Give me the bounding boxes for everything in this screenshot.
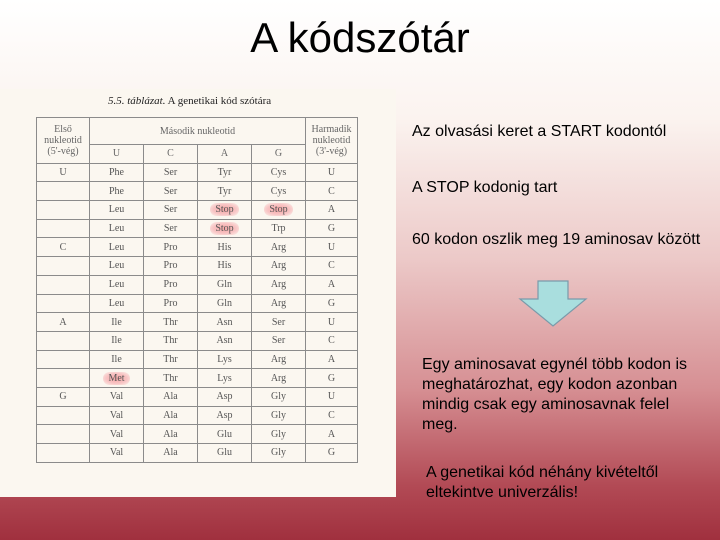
third-nucleotide-cell: G (306, 369, 358, 388)
amino-acid-label: Lys (217, 353, 232, 365)
stop-codon-text: A STOP kodonig tart (412, 179, 558, 196)
amino-acid-cell (90, 369, 144, 388)
amino-acid-label: Tyr (217, 185, 232, 197)
amino-acid-cell (144, 313, 198, 332)
first-nucleotide-cell (37, 219, 90, 238)
amino-acid-label: Glu (217, 428, 232, 440)
down-arrow-icon (518, 280, 588, 328)
amino-acid-cell (90, 201, 144, 220)
amino-acid-label: Stop (264, 203, 292, 216)
amino-acid-label: Phe (109, 167, 124, 179)
amino-acid-label: Arg (270, 241, 287, 253)
amino-acid-label: Ser (163, 185, 178, 197)
amino-acid-label: Ile (111, 335, 122, 347)
table-row (37, 182, 358, 201)
amino-acid-label: Thr (163, 372, 178, 384)
amino-acid-label: Leu (108, 297, 125, 309)
amino-acid-cell (144, 257, 198, 276)
amino-acid-cell (252, 219, 306, 238)
first-nucleotide-cell (37, 406, 90, 425)
table-header-row (37, 118, 358, 145)
table-row (37, 406, 358, 425)
amino-acid-cell (198, 350, 252, 369)
amino-acid-cell (144, 219, 198, 238)
degeneracy-text: Egy aminosavat egynél több kodon is meghatározhat, egy kodon azonban mindig csak egy aminosavnak felel meg. (422, 356, 688, 433)
amino-acid-label: Stop (210, 222, 238, 235)
table-row (37, 257, 358, 276)
third-nucleotide-cell: U (306, 238, 358, 257)
amino-acid-label: Val (109, 409, 124, 421)
amino-acid-label: Arg (270, 279, 287, 291)
start-codon-text: Az olvasási keret a START kodontól (412, 123, 667, 140)
amino-acid-label: Gly (271, 428, 286, 440)
genetic-code-table-image (0, 89, 396, 497)
amino-acid-cell (198, 201, 252, 220)
amino-acid-label: Ala (163, 447, 178, 459)
amino-acid-label: Met (103, 372, 129, 385)
third-nucleotide-cell: G (306, 294, 358, 313)
third-nucleotide-cell: A (306, 425, 358, 444)
amino-acid-cell (144, 425, 198, 444)
amino-acid-label: Ala (163, 409, 178, 421)
amino-acid-label: Ser (163, 204, 178, 216)
amino-acid-cell (90, 275, 144, 294)
table-row (37, 163, 358, 182)
table-row (37, 425, 358, 444)
caption-number: 5.5. táblázat. (108, 95, 166, 107)
third-nucleotide-cell: U (306, 163, 358, 182)
amino-acid-cell (90, 238, 144, 257)
amino-acid-cell (90, 444, 144, 463)
amino-acid-cell (144, 350, 198, 369)
first-nucleotide-cell (37, 201, 90, 220)
amino-acid-label: Phe (109, 185, 124, 197)
first-nucleotide-cell (37, 294, 90, 313)
first-nucleotide-cell (37, 425, 90, 444)
table-row (37, 201, 358, 220)
amino-acid-cell (90, 182, 144, 201)
universality-text (426, 463, 716, 503)
amino-acid-cell (198, 425, 252, 444)
amino-acid-cell (144, 182, 198, 201)
amino-acid-label: Ser (163, 167, 178, 179)
amino-acid-cell (90, 313, 144, 332)
amino-acid-cell (144, 387, 198, 406)
amino-acid-label: Asp (216, 391, 233, 403)
amino-acid-label: Gly (271, 409, 286, 421)
first-nucleotide-cell (37, 444, 90, 463)
amino-acid-cell (198, 182, 252, 201)
amino-acid-cell (90, 294, 144, 313)
amino-acid-label: His (217, 260, 232, 272)
table-row (37, 294, 358, 313)
table-row (37, 313, 358, 332)
amino-acid-label: Pro (163, 297, 178, 309)
amino-acid-label: Thr (163, 335, 178, 347)
caption-text: A genetikai kód szótára (167, 95, 272, 107)
amino-acid-label: Asp (216, 409, 233, 421)
amino-acid-cell (252, 331, 306, 350)
amino-acid-cell (144, 201, 198, 220)
amino-acid-label: Cys (270, 185, 287, 197)
amino-acid-cell (90, 163, 144, 182)
amino-acid-cell (252, 369, 306, 388)
amino-acid-label: Ser (271, 335, 286, 347)
amino-acid-cell (198, 257, 252, 276)
first-nucleotide-cell (37, 275, 90, 294)
amino-acid-cell (144, 331, 198, 350)
third-nucleotide-cell: U (306, 313, 358, 332)
amino-acid-label: Ala (163, 391, 178, 403)
base-label: U (90, 145, 144, 164)
third-nucleotide-cell: C (306, 257, 358, 276)
third-nucleotide-cell: A (306, 201, 358, 220)
amino-acid-cell (252, 350, 306, 369)
table-row (37, 238, 358, 257)
universality-text-line1: A genetikai kód néhány kivételtől (426, 464, 659, 481)
table-caption (108, 95, 271, 107)
amino-acid-label: Trp (271, 223, 286, 235)
table-row (37, 219, 358, 238)
amino-acid-label: Ser (163, 223, 178, 235)
amino-acid-cell (144, 275, 198, 294)
amino-acid-cell (144, 163, 198, 182)
table-row (37, 275, 358, 294)
amino-acid-label: Ile (111, 316, 122, 328)
first-nucleotide-cell: U (37, 163, 90, 182)
amino-acid-label: Arg (270, 260, 287, 272)
first-nucleotide-cell (37, 331, 90, 350)
amino-acid-label: Gln (217, 297, 232, 309)
amino-acid-cell (252, 425, 306, 444)
amino-acid-cell (90, 257, 144, 276)
amino-acid-cell (252, 406, 306, 425)
amino-acid-cell (144, 406, 198, 425)
amino-acid-label: Leu (108, 279, 125, 291)
amino-acid-label: Thr (163, 353, 178, 365)
amino-acid-label: Gln (217, 279, 232, 291)
amino-acid-cell (90, 350, 144, 369)
amino-acid-cell (198, 406, 252, 425)
amino-acid-cell (90, 387, 144, 406)
amino-acid-label: Arg (270, 353, 287, 365)
amino-acid-cell (252, 201, 306, 220)
amino-acid-label: Pro (163, 241, 178, 253)
first-nucleotide-cell: A (37, 313, 90, 332)
amino-acid-cell (198, 313, 252, 332)
first-nucleotide-cell (37, 369, 90, 388)
amino-acid-cell (252, 387, 306, 406)
table-row (37, 350, 358, 369)
amino-acid-cell (198, 331, 252, 350)
third-nucleotide-cell: C (306, 331, 358, 350)
amino-acid-cell (144, 294, 198, 313)
amino-acid-cell (198, 238, 252, 257)
amino-acid-label: Val (109, 391, 124, 403)
amino-acid-cell (198, 219, 252, 238)
amino-acid-cell (90, 331, 144, 350)
base-label: G (252, 145, 306, 164)
amino-acid-label: Arg (270, 372, 287, 384)
amino-acid-cell (144, 238, 198, 257)
slide-title: A kódszótár (250, 14, 470, 61)
amino-acid-cell (252, 444, 306, 463)
amino-acid-cell (252, 294, 306, 313)
genetic-code-table (36, 117, 358, 463)
amino-acid-cell (90, 219, 144, 238)
third-nucleotide-cell: A (306, 275, 358, 294)
base-label: C (144, 145, 198, 164)
third-nucleotide-cell: A (306, 350, 358, 369)
amino-acid-label: Leu (108, 223, 125, 235)
table-row (37, 369, 358, 388)
amino-acid-label: Ala (163, 428, 178, 440)
amino-acid-label: Lys (217, 372, 232, 384)
amino-acid-cell (252, 238, 306, 257)
first-nucleotide-cell (37, 257, 90, 276)
amino-acid-label: Leu (108, 204, 125, 216)
third-nucleotide-cell: G (306, 219, 358, 238)
amino-acid-label: Leu (108, 241, 125, 253)
table-row (37, 387, 358, 406)
amino-acid-label: Gly (271, 447, 286, 459)
first-nucleotide-cell (37, 182, 90, 201)
amino-acid-label: Stop (210, 203, 238, 216)
third-nucleotide-cell: G (306, 444, 358, 463)
amino-acid-cell (198, 444, 252, 463)
amino-acid-label: Gly (271, 391, 286, 403)
table-row (37, 331, 358, 350)
amino-acid-label: Asn (216, 316, 233, 328)
amino-acid-label: Ile (111, 353, 122, 365)
amino-acid-label: Asn (216, 335, 233, 347)
amino-acid-cell (252, 257, 306, 276)
amino-acid-label: Thr (163, 316, 178, 328)
amino-acid-cell (252, 163, 306, 182)
amino-acid-label: Val (109, 447, 124, 459)
amino-acid-cell (90, 425, 144, 444)
amino-acid-label: Cys (270, 167, 287, 179)
amino-acid-cell (252, 275, 306, 294)
amino-acid-cell (90, 406, 144, 425)
third-nucleotide-cell: C (306, 406, 358, 425)
universality-text-line2: eltekintve univerzális! (426, 484, 579, 501)
amino-acid-label: Ser (271, 316, 286, 328)
amino-acid-label: Val (109, 428, 124, 440)
first-nucleotide-cell: C (37, 238, 90, 257)
amino-acid-cell (198, 369, 252, 388)
amino-acid-label: Glu (217, 447, 232, 459)
table-row (37, 444, 358, 463)
codon-count-text: 60 kodon oszlik meg 19 aminosav között (412, 231, 701, 248)
first-nucleotide-cell: G (37, 387, 90, 406)
amino-acid-cell (144, 444, 198, 463)
amino-acid-cell (144, 369, 198, 388)
third-nucleotide-cell: C (306, 182, 358, 201)
header-third-nucleotide: Harmadik nukleotid (3'-vég) (306, 118, 358, 164)
amino-acid-label: Leu (108, 260, 125, 272)
first-nucleotide-cell (37, 350, 90, 369)
amino-acid-cell (198, 294, 252, 313)
amino-acid-label: Arg (270, 297, 287, 309)
amino-acid-cell (198, 163, 252, 182)
amino-acid-label: His (217, 241, 232, 253)
base-label: A (198, 145, 252, 164)
amino-acid-label: Pro (163, 260, 178, 272)
third-nucleotide-cell: U (306, 387, 358, 406)
header-first-nucleotide: Első nukleotid (5'-vég) (37, 118, 90, 164)
header-second-nucleotide: Második nukleotid (90, 118, 306, 145)
amino-acid-cell (252, 182, 306, 201)
amino-acid-cell (252, 313, 306, 332)
amino-acid-cell (198, 275, 252, 294)
amino-acid-cell (198, 387, 252, 406)
amino-acid-label: Pro (163, 279, 178, 291)
amino-acid-label: Tyr (217, 167, 232, 179)
